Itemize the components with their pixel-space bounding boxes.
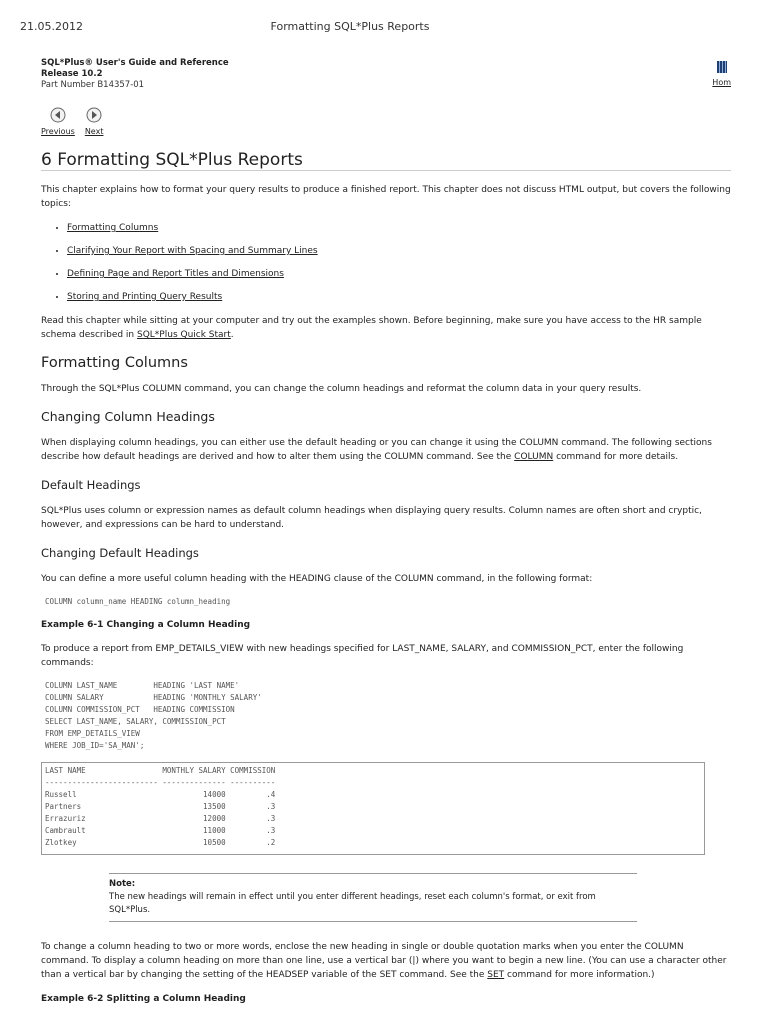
example-1-code: COLUMN LAST_NAME HEADING 'LAST NAME' COLUMN SALARY HEADING 'MONTHLY SALARY' COLUMN COMMISSION_PCT HEADING COMMISSION SELECT LAST_NAME, SALARY, COMMISSION_PCT FROM EMP_DETAILS_VIEW WHERE JOB_ID='SA_MAN'; [45,681,262,750]
syntax-block: COLUMN column_name HEADING column_heading [45,597,231,606]
split-text-end: command for more information.) [504,970,655,980]
book-icon[interactable] [716,60,728,74]
navigation-bar [41,107,731,139]
note-box [109,873,637,922]
topic-list [41,221,731,304]
home-link[interactable] [712,60,731,90]
column-command-link[interactable]: COLUMN [514,452,554,462]
changing-paragraph [41,436,731,464]
section-default-headings: Default Headings [41,478,141,492]
quick-start-link[interactable]: SQL*Plus Quick Start [137,330,231,340]
formatting-paragraph: Through the SQL*Plus COLUMN command, you can change the column headings and reformat the column data in your query results. [41,384,642,394]
intro-paragraph: This chapter explains how to format your query results to produce a finished report. This chapter does not discuss HTML output, but covers the following topics: [41,185,731,209]
topic-link[interactable]: Clarifying Your Report with Spacing and Summary Lines [67,246,318,256]
section-changing-headings: Changing Column Headings [41,409,215,424]
section-changing-default: Changing Default Headings [41,546,199,560]
section-formatting-columns: Formatting Columns [41,355,188,371]
arrow-left-icon[interactable] [50,107,66,123]
chapter-title: 6 Formatting SQL*Plus Reports [41,153,731,171]
note-text: The new headings will remain in effect until you enter different headings, reset each column's format, or exit from SQL*Plus. [109,892,596,915]
topic-item [67,244,731,258]
changing-default-paragraph: You can define a more useful column heading with the HEADING clause of the COLUMN command, in the following format: [41,574,593,584]
example-1-output-box [41,762,705,855]
note-title: Note: [109,879,136,889]
read-text: Read this chapter while sitting at your computer and try out the examples shown. Before beginning, make sure you have access to the HR sample schema described in [41,316,702,340]
topic-item [67,221,731,235]
read-paragraph [41,314,731,342]
changing-text-end: command for more details. [553,452,679,462]
print-title: Formatting SQL*Plus Reports [270,20,430,33]
example-1-paragraph: To produce a report from EMP_DETAILS_VIEW with new headings specified for LAST_NAME, SALARY, and COMMISSION_PCT, enter the following commands: [41,644,684,668]
topic-link[interactable]: Formatting Columns [67,223,159,233]
example-2-heading: Example 6-2 Splitting a Column Heading [41,994,246,1004]
part-number: Part Number B14357-01 [41,80,145,90]
arrow-right-icon[interactable] [86,107,102,123]
changing-text: When displaying column headings, you can either use the default heading or you can change it using the COLUMN command. The following sections describe how default headings are derived and how to alter them using the COLUMN command. See the [41,438,712,462]
set-command-link[interactable]: SET [487,970,505,980]
print-date: 21.05.2012 [20,20,83,33]
topic-link[interactable]: Storing and Printing Query Results [67,292,223,302]
topic-link[interactable]: Defining Page and Report Titles and Dimensions [67,269,284,279]
split-text: To change a column heading to two or more words, enclose the new heading in single or double quotation marks when you enter the COLUMN command. To display a column heading on more than one line, use a vertical bar (|) where you want to begin a new line. (You can use a character other than a vertical bar by changing the setting of the HEADSEP variable of the SET command. See the [41,942,727,980]
default-paragraph: SQL*Plus uses column or expression names as default column headings when displaying query results. Column names are often short and cryptic, however, and expressions can be hard to understand. [41,506,702,530]
example-1-output: LAST NAME MONTHLY SALARY COMMISSION ------------------------- -------------- ---------- Russell 14000 .4 Partners 13500 .3 Errazuriz 12000 .3 Cambrault 11000 .3 Zlotkey 10500 .2 [45,766,276,847]
topic-item [67,267,731,281]
split-paragraph [41,940,731,982]
previous-button[interactable] [41,107,75,139]
book-title: SQL*Plus® User's Guide and Reference [41,58,229,68]
book-release: Release 10.2 [41,69,103,79]
document-body [41,58,731,1016]
book-info [41,58,731,91]
next-link[interactable]: Next [84,127,104,136]
example-1-heading: Example 6-1 Changing a Column Heading [41,620,251,630]
topic-item [67,290,731,304]
previous-link[interactable]: Previous [41,127,75,136]
read-text-end: . [230,330,234,340]
home-link-label[interactable]: Hom [712,78,731,87]
next-button[interactable] [85,107,104,139]
